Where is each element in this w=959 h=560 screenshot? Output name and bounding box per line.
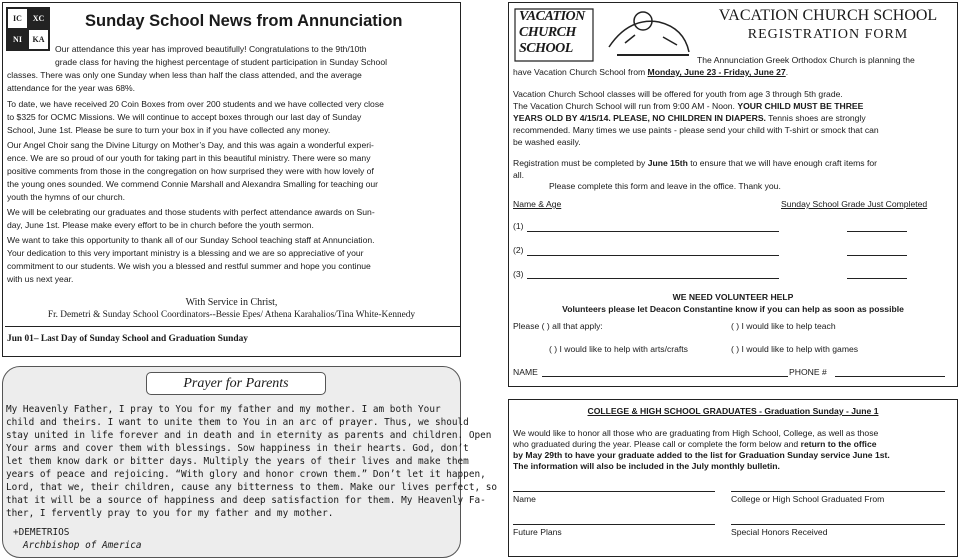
prayer-line: years of peace and rejoicing. “With glory and honor crown them.” Don’t let it happen,	[6, 469, 486, 480]
vcs-complete-form: Please complete this form and leave in the office. Thank you.	[549, 181, 781, 191]
awards-line: We will be celebrating our graduates and those students with perfect attendance awards on Sun-	[7, 207, 375, 217]
prayer-title: Prayer for Parents	[146, 372, 326, 395]
vacation-church-school-form	[508, 2, 958, 387]
sunday-school-news-panel	[2, 2, 461, 357]
logo-line: CHURCH	[519, 25, 576, 40]
row-label: (3)	[513, 269, 524, 279]
logo-line: VACATION	[519, 9, 585, 24]
prayer-line: ther, I fervently pray to you for my father and my mother.	[6, 508, 334, 519]
vcs-deadline: June 15th	[647, 158, 688, 168]
vcs-deadline-suffix: to ensure that we will have enough craft items for	[687, 158, 877, 168]
graduates-line: We would like to honor all those who are graduating from High School, College, as well as those	[513, 428, 879, 438]
volunteer-name-label: NAME	[513, 367, 538, 377]
col-grade: Sunday School Grade Just Completed	[781, 199, 928, 209]
logo-cell: NI	[7, 29, 28, 50]
choir-line: the young ones sounded. We commend Connie Marshall and Alexandra Smalling for teaching our	[7, 179, 379, 189]
awards-line: day, June 1st. Please make every effort to be in church before the youth sermon.	[7, 220, 314, 230]
logo-text	[519, 9, 585, 57]
vcs-dates: Monday, June 23 - Friday, June 27	[647, 67, 786, 77]
closing: With Service in Christ,	[185, 297, 278, 308]
vcs-age-rule: YOUR CHILD MUST BE THREE	[737, 101, 864, 111]
prayer-line: Lord, that we, their children, cause any bitterness to them. Make our lives perfect, so	[6, 482, 498, 493]
logo-cell: KA	[28, 29, 49, 50]
volunteer-phone-label: PHONE #	[789, 367, 827, 377]
vcs-intro: The Annunciation Greek Orthodox Church is planning the	[697, 55, 915, 65]
volunteer-subtitle: Volunteers please let Deacon Constantine know if you can help as soon as possible	[562, 304, 904, 314]
volunteer-title: WE NEED VOLUNTEER HELP	[672, 292, 794, 302]
prayer-line: let them know dark or bitter days. Multiply the years of their lives and make them	[6, 456, 469, 467]
graduates-title: COLLEGE & HIGH SCHOOL GRADUATES - Graduation Sunday - June 1	[587, 406, 879, 416]
news-title: Sunday School News from Annunciation	[85, 12, 403, 30]
intro-line: classes. There was only one Sunday when less than half the class attended, and the average	[7, 70, 362, 80]
graduate-honors-label: Special Honors Received	[731, 527, 828, 537]
graduates-deadline: by May 29th to have your graduate added to the list for Graduation Sunday service June 1st.	[513, 450, 890, 460]
vcs-subtitle: REGISTRATION FORM	[747, 27, 909, 42]
vacation-church-school-logo	[513, 7, 695, 63]
vcs-deadline-prefix: Registration must be completed by	[513, 158, 648, 168]
row-label: (2)	[513, 245, 524, 255]
row-label: (1)	[513, 221, 524, 231]
prayer-line: that it will be a source of happiness and deep satisfaction for them. My Heavenly Fa-	[6, 495, 486, 506]
coin-box-line: School, June 1st. Please be sure to turn your box in if you have collected any money.	[7, 125, 331, 135]
vcs-dates-prefix: have Vacation Church School from	[513, 67, 648, 77]
graduate-plans-label: Future Plans	[513, 527, 562, 537]
byzantine-cross-logo	[6, 7, 50, 51]
vcs-deadline-line	[513, 157, 877, 170]
vcs-title: VACATION CHURCH SCHOOL	[718, 7, 938, 24]
help-games-option[interactable]: ( ) I would like to help with games	[731, 344, 859, 354]
vcs-hours: The Vacation Church School will run from 9:00 AM - Noon.	[513, 101, 738, 111]
prayer-line: My Heavenly Father, I pray to You for my father and my mother. I am both Your	[6, 404, 441, 415]
graduates-text: who graduated during the year. Please call or complete the form below and	[513, 439, 801, 449]
intro-line: Our attendance this year has improved beautifully! Congratulations to the 9th/10th	[55, 44, 367, 54]
vcs-diapers-line	[513, 112, 866, 125]
choir-line: Our Angel Choir sang the Divine Liturgy on Mother’s Day, and this was again a wonderful experi-	[7, 140, 374, 150]
col-name-age: Name & Age	[513, 199, 562, 209]
vcs-hours-line	[513, 100, 863, 113]
logo-line: SCHOOL	[519, 41, 573, 56]
vcs-ages: Vacation Church School classes will be offered for youth from age 3 through 5th grade.	[513, 89, 843, 99]
thanks-line: Your dedication to this very important ministry is a blessing and we are so appreciative of your	[7, 248, 364, 258]
help-arts-option[interactable]: ( ) I would like to help with arts/crafts	[549, 344, 688, 354]
graduates-bulletin: The information will also be included in the July monthly bulletin.	[513, 461, 780, 471]
graduate-name-label: Name	[513, 494, 536, 504]
logo-cell: XC	[28, 8, 49, 29]
vcs-all: all.	[513, 170, 524, 180]
vcs-dates-suffix: .	[785, 67, 789, 77]
vcs-washed: be washed easily.	[513, 137, 581, 147]
prayer-line: child and theirs. I want to unite them to You in an arc of prayer. Thus, we should	[6, 417, 469, 428]
thanks-line: We want to take this opportunity to thank all of our Sunday School teaching staff at Annunciation.	[7, 235, 375, 245]
intro-line: attendance for the year was 68%.	[7, 83, 136, 93]
prayer-signoff-title: Archbishop of America	[23, 540, 142, 551]
vcs-dates-line	[513, 66, 788, 79]
choir-line: youth the hymns of our church.	[7, 192, 125, 202]
intro-line: grade class for having the highest percentage of student participation in Sunday School	[55, 57, 388, 67]
logo-cell: IC	[7, 8, 28, 29]
thanks-line: commitment to our students. We wish you a blessed and restful summer and hope you continue	[7, 261, 371, 271]
graduate-school-label: College or High School Graduated From	[731, 494, 885, 504]
prayer-for-parents-panel	[2, 366, 498, 558]
prayer-line: stay united in life forever and in death and in eternity as parents and children. Open	[6, 430, 492, 441]
vcs-diapers-rule: YEARS OLD BY 4/15/14. PLEASE, NO CHILDREN IN DIAPERS.	[513, 113, 766, 123]
please-check: Please ( ) all that apply:	[513, 321, 603, 331]
help-teach-option[interactable]: ( ) I would like to help teach	[731, 321, 836, 331]
choir-line: ence. We are so proud of our youth for taking part in this beautiful ministry. There were so many	[7, 153, 371, 163]
coin-box-line: to $325 for OCMC Missions. We will continue to accept boxes through our last day of Sunday	[7, 112, 362, 122]
vcs-shoes: Tennis shoes are strongly	[765, 113, 866, 123]
choir-line: positive comments from those in the congregation on how surprised they were with how lovely of	[7, 166, 374, 176]
prayer-signoff: +DEMETRIOS	[13, 527, 70, 538]
graduates-return: return to the office	[800, 439, 877, 449]
thanks-line: with us next year.	[7, 274, 74, 284]
signature: Fr. Demetri & Sunday School Coordinators--Bessie Epes/ Athena Karahalios/Tina White-Kennedy	[47, 310, 416, 320]
last-day-footer: Jun 01– Last Day of Sunday School and Graduation Sunday	[7, 334, 248, 344]
vcs-paints: recommended. Many times we use paints - please send your child with T-shirt or smock that can	[513, 125, 879, 135]
graduates-form	[508, 399, 958, 557]
prayer-line: Your arms and cover them with blessings. Sow happiness in their hearts. God, don’t	[6, 443, 469, 454]
coin-box-line: To date, we have received 20 Coin Boxes from over 200 students and we have collected very close	[7, 99, 384, 109]
